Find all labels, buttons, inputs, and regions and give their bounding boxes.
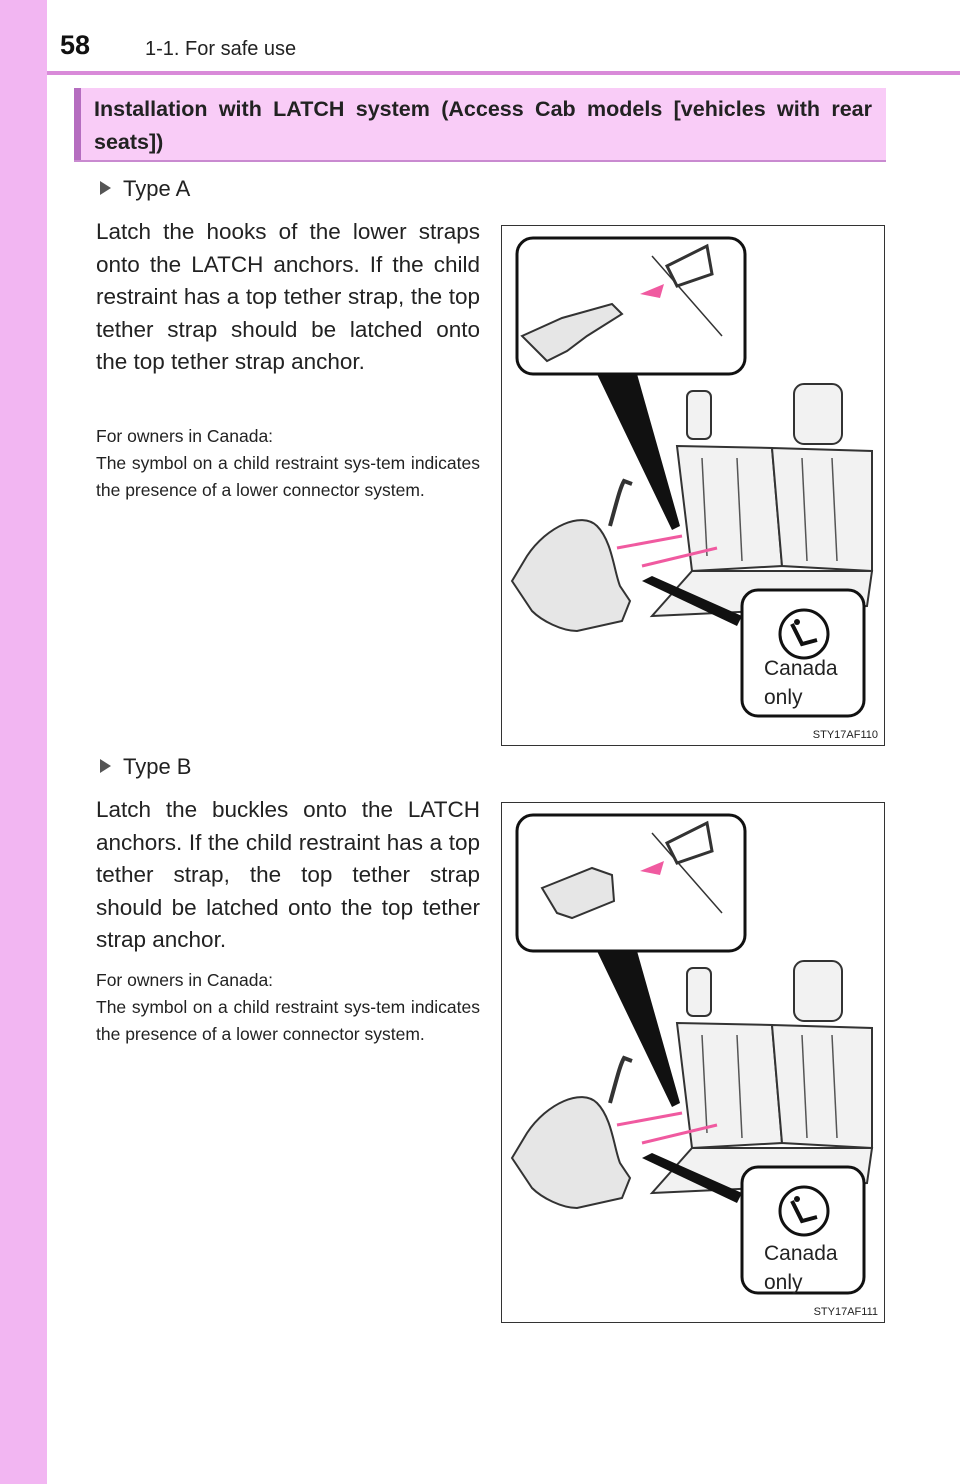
type-b-note-title: For owners in Canada:: [96, 970, 274, 990]
type-b-heading-text: Type B: [123, 754, 192, 779]
callout-line-1: Canada: [764, 657, 838, 680]
type-a-note: [96, 423, 480, 504]
callout-line-2: only: [764, 686, 803, 709]
page-number: 58: [60, 30, 91, 60]
push-arrow-icon: [617, 1113, 682, 1125]
figure-type-b-id: STY17AF111: [813, 1306, 878, 1318]
figure-type-b-callout: [764, 1239, 838, 1297]
section-accent-bar: [74, 88, 81, 162]
triangle-bullet-icon: [100, 181, 111, 195]
callout-line-1: Canada: [764, 1242, 838, 1265]
type-b-note-body: The symbol on a child restraint sys-tem indicates the presence of a lower connector system.: [96, 997, 480, 1044]
section-header: [74, 88, 886, 162]
type-a-note-body: The symbol on a child restraint sys-tem indicates the presence of a lower connector system.: [96, 453, 480, 500]
side-bar: [0, 0, 47, 1484]
figure-type-a-id: STY17AF110: [812, 729, 878, 741]
triangle-bullet-icon: [100, 759, 111, 773]
breadcrumb: 1-1. For safe use: [145, 38, 297, 60]
child-seat-symbol-icon: [780, 610, 828, 658]
section-underline: [74, 160, 886, 162]
type-a-note-title: For owners in Canada:: [96, 426, 274, 446]
type-a-heading-text: Type A: [123, 176, 191, 201]
callout-line-2: only: [764, 1271, 803, 1294]
type-b-heading: [100, 754, 191, 780]
type-b-note: [96, 967, 480, 1048]
header-rule: [47, 71, 960, 75]
child-seat-symbol-icon: [780, 1187, 828, 1235]
figure-type-a-callout: [764, 654, 838, 712]
figure-type-b: [501, 802, 885, 1323]
section-title: Installation with LATCH system (Access Cab models [vehicles with rear seats]): [94, 97, 872, 154]
figure-type-a: [501, 225, 885, 746]
type-a-body: Latch the hooks of the lower straps onto the LATCH anchors. If the child restraint has a top tether strap, the top tether strap should be latched onto the top tether strap anchor.: [96, 219, 480, 375]
type-a-heading: [100, 176, 190, 202]
type-b-body: Latch the buckles onto the LATCH anchors. If the child restraint has a top tether strap, the top tether strap should be latched onto the top tether strap anchor.: [96, 797, 480, 953]
push-arrow-icon: [617, 536, 682, 548]
